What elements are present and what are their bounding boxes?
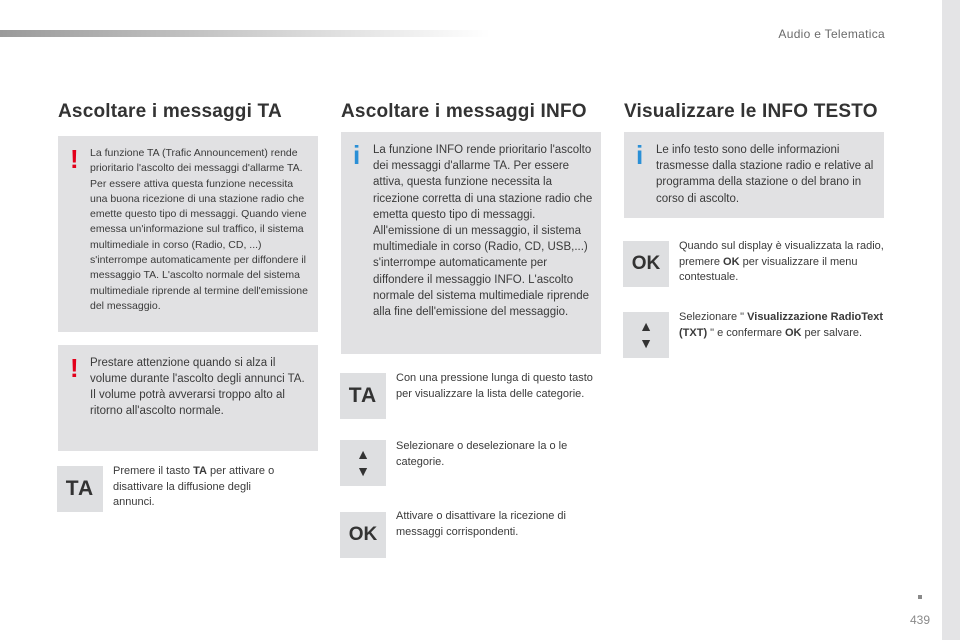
- ta-button[interactable]: TA: [340, 373, 386, 419]
- col1-step-text: Premere il tasto TA per attivare o disattivare la diffusione degli annunci.: [113, 465, 275, 508]
- col1-volume-text: Prestare attenzione quando si alza il volume durante l'ascolto degli annunci TA. Il volume potrà avverarsi troppo alto al ritorno all'ascolto normale.: [90, 357, 305, 417]
- col1-volume-warning: [58, 345, 318, 451]
- ta-button[interactable]: TA: [57, 466, 103, 512]
- arrow-up-icon[interactable]: ▲: [356, 446, 370, 462]
- page-edge-strip: [942, 0, 960, 640]
- header-gradient-bar: [0, 30, 490, 37]
- arrow-buttons[interactable]: [623, 312, 669, 358]
- col1-warning-note: [58, 136, 318, 332]
- col2-info-text: La funzione INFO rende prioritario l'ascolto dei messaggi d'allarme TA. Per essere attiva, questa funzione necessita la ricezione corretta di una stazione radio che emetta questo tipo di messaggi. All'emissione di un messaggio, il sistema multimediale in corso (Radio, CD, USB,...) s'interrompe automaticamente per diffondere il messaggio INFO. L'ascolto normale del sistema multimediale riprende alla fine dell'emissione del messaggio.: [373, 144, 593, 319]
- col2-heading: Ascoltare i messaggi INFO: [341, 101, 587, 122]
- col3-step2-text: Selezionare " Visualizzazione RadioText (TXT) " e confermare OK per salvare.: [679, 311, 884, 339]
- arrow-down-icon[interactable]: ▼: [356, 463, 370, 479]
- ok-button[interactable]: OK: [623, 241, 669, 287]
- page-number: 439: [909, 613, 930, 627]
- col3-info-note: [624, 132, 884, 218]
- section-title: Audio e Telematica: [778, 27, 885, 41]
- arrow-up-icon[interactable]: ▲: [639, 318, 653, 334]
- col2-step1-text: Con una pressione lunga di questo tasto per visualizzare la lista delle categorie.: [396, 372, 593, 400]
- info-icon: i: [353, 140, 361, 170]
- arrow-down-icon[interactable]: ▼: [639, 335, 653, 351]
- arrow-buttons[interactable]: [340, 440, 386, 486]
- col2-step2-text: Selezionare o deselezionare la o le categorie.: [396, 440, 568, 468]
- ok-button[interactable]: OK: [340, 512, 386, 558]
- exclamation-icon: !: [70, 144, 79, 174]
- col3-info-text: Le info testo sono delle informazioni trasmesse dalla stazione radio e relative al programma della stazione o del brano in corso di ascolto.: [656, 144, 874, 205]
- col2-step3-text: Attivare o disattivare la ricezione di messaggi corrispondenti.: [396, 510, 566, 538]
- page-marker: [918, 595, 922, 599]
- col2-info-note: [341, 132, 601, 354]
- exclamation-icon: !: [70, 353, 79, 383]
- info-icon: i: [636, 140, 644, 170]
- col1-heading: Ascoltare i messaggi TA: [58, 101, 282, 122]
- col3-step1-text: Quando sul display è visualizzata la radio, premere OK per visualizzare il menu contestuale.: [679, 240, 884, 283]
- col3-heading: Visualizzare le INFO TESTO: [624, 101, 878, 122]
- col1-warning-text: La funzione TA (Trafic Announcement) rende prioritario l'ascolto dei messaggi d'allarme TA. Per essere attiva questa funzione necessita una buona ricezione di una stazione radio che emette questo tipo di messaggi. Quando viene emessa un'informazione sul traffico, il sistema multimediale in corso (Radio, CD, ...) s'interrompe automaticamente per diffondere il messaggio TA. L'ascolto normale del sistema multimediale riprende al termine dell'emissione del messaggio.: [90, 147, 308, 312]
